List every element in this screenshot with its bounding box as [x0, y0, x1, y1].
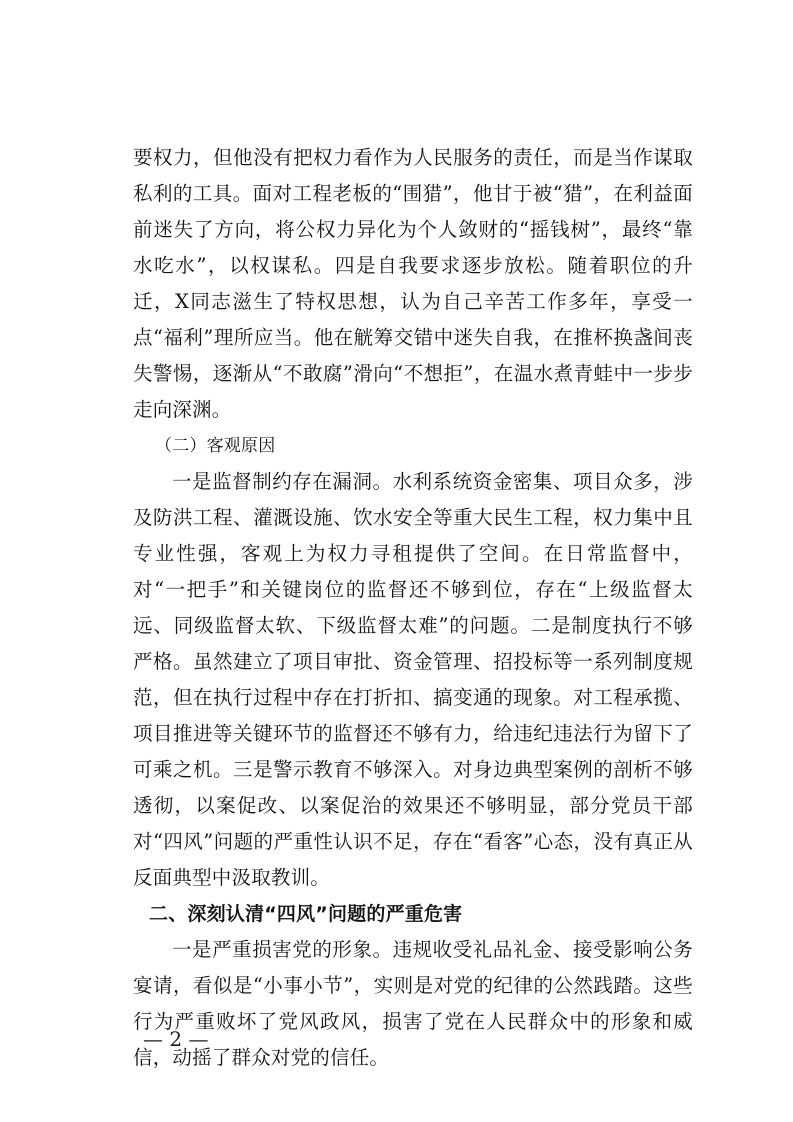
subsection-heading-objective-causes: （二）客观原因 [155, 436, 276, 456]
paragraph-subjective-causes: 要权力，但他没有把权力看作为人民服务的责任，而是当作谋取私利的工具。面对工程老板的“围猎”，他甘于被“猎”，在利益面前迷失了方向，将公权力异化为个人敛财的“摇钱树”，最终“靠水吃水”，以权谋私。四是自我要求逐步放松。随着职位的升迁，X同志滋生了特权思想，认为自己辛苦工作多年，享受一点“福利”理所应当。他在觥筹交错中迷失自我，在推杯换盏间丧失警惕，逐渐从“不敢腐”滑向“不想拒”，在温水煮青蛙中一步步走向深渊。 [133, 146, 693, 421]
section-heading-harm: 二、深刻认清“四风”问题的严重危害 [149, 903, 463, 925]
page-number: — 2 — [143, 1027, 209, 1051]
paragraph-harm: 一是严重损害党的形象。违规收受礼品礼金、接受影响公务宴请，看似是“小事小节”，实则是对党的纪律的公然践踏。这些行为严重败坏了党风政风，损害了党在人民群众中的形象和威信，动摇了群众对党的信任。 [133, 938, 693, 1069]
paragraph-objective-causes: 一是监督制约存在漏洞。水利系统资金密集、项目众多，涉及防洪工程、灌溉设施、饮水安全等重大民生工程，权力集中且专业性强，客观上为权力寻租提供了空间。在日常监督中，对“一把手”和关键岗位的监督还不够到位，存在“上级监督太远、同级监督太软、下级监督太难”的问题。二是制度执行不够严格。虽然建立了项目审批、资金管理、招投标等一系列制度规范，但在执行过程中存在打折扣、搞变通的现象。对工程承揽、项目推进等关键环节的监督还不够有力，给违纪违法行为留下了可乘之机。三是警示教育不够深入。对身边典型案例的剖析不够透彻，以案促改、以案促治的效果还不够明显，部分党员干部对“四风”问题的严重性认识不足，存在“看客”心态，没有真正从反面典型中汲取教训。 [133, 470, 693, 889]
body-text [133, 140, 693, 1076]
